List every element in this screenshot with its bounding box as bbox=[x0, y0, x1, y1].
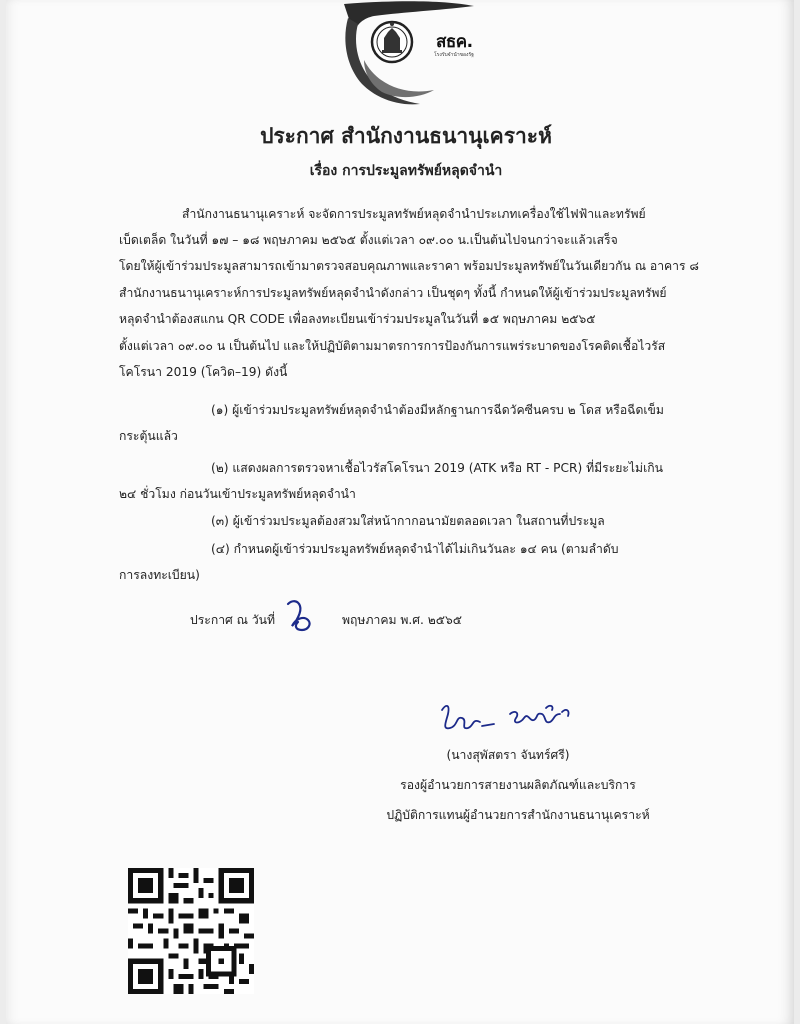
body-line: เบ็ดเตล็ด ในวันที่ ๑๗ – ๑๘ พฤษภาคม ๒๕๖๕ ตั้งแต่เวลา ๐๙.๐๐ น.เป็นต้นไปจนกว่าจะแล้วเสร็จ bbox=[119, 233, 618, 247]
list-item: (๒) แสดงผลการตรวจหาเชื้อไวรัสโคโรนา 2019 (ATK หรือ RT - PCR) ที่มีระยะไม่เกิน bbox=[211, 461, 663, 475]
body-line: ตั้งแต่เวลา ๐๙.๐๐ น เป็นต้นไป และให้ปฏิบัติตามมาตรการการป้องกันการแพร่ระบาดของโรคติดเชื้อไวรัส bbox=[119, 339, 666, 353]
body-line: สำนักงานธนานุเคราะห์ จะจัดการประมูลทรัพย์หลุดจำนำประเภทเครื่องใช้ไฟฟ้าและทรัพย์ bbox=[182, 207, 646, 221]
signer-position: รองผู้อำนวยการสายงานผลิตภัณฑ์และบริการ bbox=[400, 778, 636, 792]
qr-code-icon[interactable] bbox=[128, 866, 254, 996]
list-item: (๔) กำหนดผู้เข้าร่วมประมูลทรัพย์หลุดจำนำได้ไม่เกินวันละ ๑๔ คน (ตามลำดับ bbox=[211, 542, 619, 556]
list-item-continued: การลงทะเบียน) bbox=[119, 568, 200, 582]
logo-text: สธค. bbox=[436, 32, 473, 52]
body-line: โคโรนา 2019 (โควิด–19) ดังนี้ bbox=[119, 365, 288, 379]
document-title: ประกาศ สำนักงานธนานุเคราะห์ bbox=[260, 124, 552, 148]
document-subject: เรื่อง การประมูลทรัพย์หลุดจำนำ bbox=[309, 163, 503, 179]
list-item-continued: กระตุ้นแล้ว bbox=[119, 429, 178, 443]
announce-prefix: ประกาศ ณ วันที่ bbox=[190, 613, 276, 627]
body-line: โดยให้ผู้เข้าร่วมประมูลสามารถเข้ามาตรวจสอบคุณภาพและราคา พร้อมประมูลทรัพย์ในวันเดียวกัน ณ อาคาร ๘ bbox=[119, 259, 699, 273]
document-page bbox=[6, 0, 794, 1024]
logo-subtext: โรงรับจำนำของรัฐ bbox=[434, 52, 474, 58]
body-line: สำนักงานธนานุเคราะห์การประมูลทรัพย์หลุดจำนำดังกล่าว เป็นชุดๆ ทั้งนี้ กำหนดให้ผู้เข้าร่วมประมูลทรัพย์ bbox=[119, 286, 667, 300]
signer-acting-position: ปฏิบัติการแทนผู้อำนวยการสำนักงานธนานุเคราะห์ bbox=[386, 808, 650, 822]
list-item: (๑) ผู้เข้าร่วมประมูลทรัพย์หลุดจำนำต้องมีหลักฐานการฉีดวัคซีนครบ ๒ โดส หรือฉีดเข็ม bbox=[211, 403, 664, 417]
body-line: หลุดจำนำต้องสแกน QR CODE เพื่อลงทะเบียนเข้าร่วมประมูลในวันที่ ๑๕ พฤษภาคม ๒๕๖๕ bbox=[119, 312, 596, 326]
list-item: (๓) ผู้เข้าร่วมประมูลต้องสวมใส่หน้ากากอนามัยตลอดเวลา ในสถานที่ประมูล bbox=[211, 514, 605, 528]
handwritten-day bbox=[282, 596, 320, 636]
list-item-continued: ๒๔ ชั่วโมง ก่อนวันเข้าประมูลทรัพย์หลุดจำนำ bbox=[119, 487, 356, 501]
signer-name: (นางสุพัสตรา จันทร์ศรี) bbox=[446, 748, 570, 762]
announce-date: พฤษภาคม พ.ศ. ๒๕๖๕ bbox=[342, 613, 462, 627]
signature-icon bbox=[436, 700, 586, 740]
